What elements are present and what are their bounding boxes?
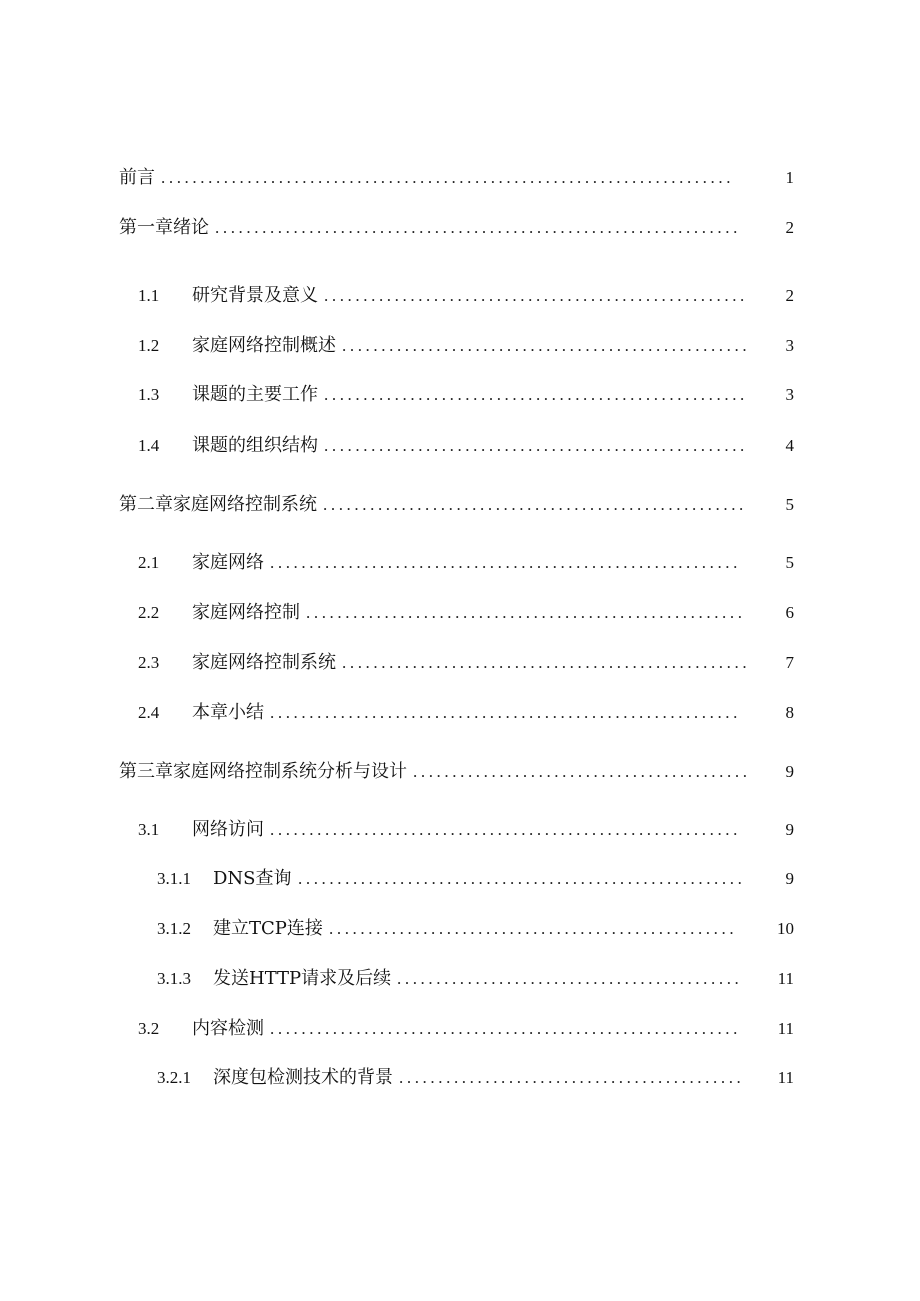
toc-entry[interactable]	[0, 213, 920, 243]
toc-leader-dots: ....................................................	[342, 336, 751, 355]
toc-entry[interactable]	[0, 964, 920, 994]
toc-entry-title: 前言	[119, 167, 155, 188]
toc-entry-page: 10	[777, 919, 794, 938]
toc-entry-number: 3.1	[138, 820, 160, 839]
toc-entry-number: 1.3	[138, 385, 160, 404]
toc-entry-title: 课题的主要工作	[192, 384, 318, 405]
toc-entry-number: 1.4	[138, 436, 160, 455]
toc-entry[interactable]	[0, 914, 920, 944]
toc-entry[interactable]	[0, 1063, 920, 1093]
toc-leader-dots: ......................................................	[324, 436, 748, 455]
toc-leader-dots: ............................................................	[270, 1019, 741, 1038]
toc-entry-page: 8	[785, 703, 794, 722]
toc-leader-dots: ......................................................	[324, 286, 748, 305]
toc-entry-number: 3.2.1	[157, 1068, 191, 1087]
toc-entry-title: 第一章绪论	[119, 217, 209, 238]
toc-entry-number: 3.2	[138, 1019, 160, 1038]
toc-leader-dots: ............................................................	[270, 820, 741, 839]
toc-leader-dots: .........................................................................	[161, 168, 735, 187]
toc-entry-number: 2.2	[138, 603, 160, 622]
toc-entry-title: 建立TCP连接	[213, 918, 323, 939]
toc-entry-title: 家庭网络控制	[192, 602, 300, 623]
toc-entry[interactable]	[0, 648, 920, 678]
toc-entry-number: 2.1	[138, 553, 160, 572]
toc-entry-page: 7	[785, 653, 794, 672]
toc-entry-title: 发送HTTP请求及后续	[213, 968, 392, 989]
toc-entry-page: 3	[785, 385, 794, 404]
toc-entry[interactable]	[0, 864, 920, 894]
toc-leader-dots: .........................................................	[298, 869, 746, 888]
toc-entry-number: 2.3	[138, 653, 160, 672]
toc-entry-title: 本章小结	[192, 702, 264, 723]
toc-entry-title: DNS查询	[213, 868, 292, 889]
toc-entry-number: 1.2	[138, 336, 160, 355]
toc-entry-title: 第三章家庭网络控制系统分析与设计	[119, 761, 407, 782]
toc-entry[interactable]	[0, 281, 920, 311]
toc-entry-page: 2	[785, 218, 794, 237]
toc-entry-page: 11	[777, 1019, 794, 1038]
toc-entry-number: 1.1	[138, 286, 160, 305]
toc-entry-page: 2	[785, 286, 794, 305]
toc-entry[interactable]	[0, 598, 920, 628]
toc-entry-title: 家庭网络控制概述	[192, 335, 336, 356]
toc-entry-page: 5	[785, 553, 794, 572]
toc-entry-page: 9	[785, 762, 794, 781]
toc-entry[interactable]	[0, 431, 920, 461]
toc-entry-number: 3.1.2	[157, 919, 191, 938]
toc-entry[interactable]	[0, 815, 920, 845]
toc-entry-title: 网络访问	[192, 819, 264, 840]
toc-entry[interactable]	[0, 163, 920, 193]
toc-leader-dots: ....................................................	[329, 919, 738, 938]
toc-leader-dots: ......................................................	[324, 385, 748, 404]
toc-entry-title: 课题的组织结构	[192, 435, 318, 456]
toc-leader-dots: ............................................	[397, 969, 743, 988]
toc-entry[interactable]	[0, 698, 920, 728]
toc-entry-page: 5	[785, 495, 794, 514]
toc-entry-title: 家庭网络	[192, 552, 264, 573]
toc-entry-number: 3.1.1	[157, 869, 191, 888]
toc-entry[interactable]	[0, 490, 920, 520]
toc-entry-page: 3	[785, 336, 794, 355]
toc-entry-number: 2.4	[138, 703, 160, 722]
toc-entry-title: 家庭网络控制系统	[192, 652, 336, 673]
toc-entry-number: 3.1.3	[157, 969, 191, 988]
toc-entry[interactable]	[0, 1014, 920, 1044]
toc-leader-dots: ......................................................	[323, 495, 747, 514]
toc-entry-title: 第二章家庭网络控制系统	[119, 494, 317, 515]
toc-entry-page: 9	[785, 820, 794, 839]
toc-leader-dots: ............................................................	[270, 703, 741, 722]
toc-entry-page: 1	[785, 168, 794, 187]
toc-entry[interactable]	[0, 380, 920, 410]
toc-leader-dots: ...................................................................	[215, 218, 741, 237]
toc-entry-page: 9	[785, 869, 794, 888]
toc-leader-dots: ....................................................	[342, 653, 751, 672]
toc-entry[interactable]	[0, 757, 920, 787]
toc-leader-dots: ........................................................	[306, 603, 746, 622]
toc-entry-title: 内容检测	[192, 1018, 264, 1039]
toc-entry-page: 11	[777, 1068, 794, 1087]
toc-entry[interactable]	[0, 548, 920, 578]
toc-entry-title: 深度包检测技术的背景	[213, 1067, 393, 1088]
toc-leader-dots: ...........................................	[413, 762, 751, 781]
toc-entry-page: 4	[785, 436, 794, 455]
toc-leader-dots: ............................................	[399, 1068, 745, 1087]
toc-entry-title: 研究背景及意义	[192, 285, 318, 306]
toc-entry-page: 11	[777, 969, 794, 988]
toc-leader-dots: ............................................................	[270, 553, 741, 572]
toc-entry[interactable]	[0, 331, 920, 361]
toc-entry-page: 6	[785, 603, 794, 622]
